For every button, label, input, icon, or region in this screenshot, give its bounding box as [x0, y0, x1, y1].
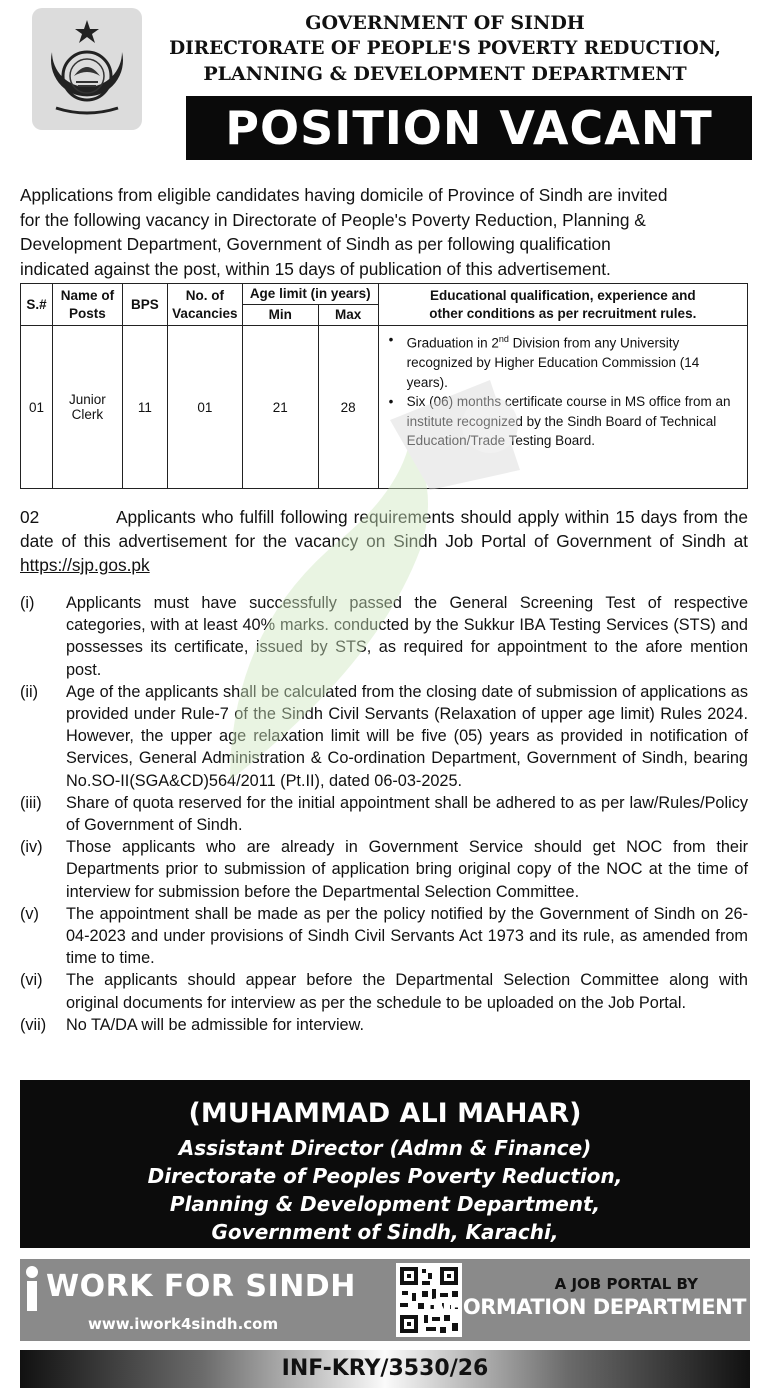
post-name-line: Junior: [69, 392, 106, 407]
header-name-line: Name of: [60, 287, 115, 303]
vacancy-table: [20, 283, 748, 489]
intro-line: indicated against the post, within 15 days of publication of this advertisement.: [20, 258, 611, 279]
header-sno: S.#: [21, 284, 53, 326]
list-item: • Six (06) months certificate course in MS office from an institute recognized by the Sindh Board of Technical Education/Trade Testing Board.: [389, 392, 741, 451]
signatory-department: Planning & Development Department,: [169, 1192, 601, 1216]
condition-text: No TA/DA will be admissible for interview.: [66, 1015, 364, 1034]
header-department-line: PLANNING & DEVELOPMENT DEPARTMENT: [203, 63, 687, 85]
qualification-text: Graduation in 2: [406, 335, 499, 351]
header-qualification: [378, 284, 747, 326]
condition-text: The appointment shall be made as per the policy notified by the Government of Sindh on 26-04-2023 and under provisions of Sindh Civil Servants Act 1973 and its rule, as amended from time to time.: [66, 904, 748, 968]
cell-vacancies: 01: [167, 326, 242, 489]
table-header-row: [21, 284, 748, 305]
header-qualification-line: other conditions as per recruitment rules.: [429, 305, 697, 321]
footer-brand: WORK FOR SINDH: [46, 1269, 356, 1304]
cell-age-max: 28: [318, 326, 378, 489]
condition-text: The applicants should appear before the Departmental Selection Committee along with original documents for interview as per the schedule to be uploaded on the Job Portal.: [66, 971, 748, 1012]
header-age-limit: Age limit (in years): [242, 284, 378, 305]
footer-banner: [20, 1259, 750, 1341]
info-i-icon: [24, 1265, 40, 1315]
intro-line: for the following vacancy in Directorate of People's Poverty Reduction, Planning &: [20, 209, 646, 230]
signatory-office: Directorate of Peoples Poverty Reduction,: [147, 1164, 623, 1188]
condition-number: (vii): [20, 1015, 47, 1034]
reference-number: INF-KRY/3530/26: [20, 1350, 750, 1388]
footer-department: INFORMATION DEPARTMENT: [424, 1295, 746, 1319]
emblem-icon: [40, 18, 134, 120]
qualification-superscript: nd: [498, 334, 509, 344]
sindh-government-emblem: [32, 8, 142, 130]
header-age-min: Min: [242, 305, 318, 326]
cell-post-name: [52, 326, 122, 489]
qualification-text: Division from any University recognized by Higher Education Commission (14 years).: [406, 335, 700, 390]
header-name-line: Posts: [69, 305, 106, 321]
paragraph-02: [20, 505, 748, 577]
intro-line: Applications from eligible candidates having domicile of Province of Sindh are invited: [20, 185, 668, 205]
condition-number: (iii): [20, 793, 42, 812]
condition-number: (i): [20, 594, 35, 612]
job-portal-link[interactable]: https://sjp.gos.pk: [20, 555, 150, 575]
header-vacancies-line: Vacancies: [172, 305, 238, 321]
condition-number: (iv): [20, 838, 43, 857]
cell-bps: 11: [122, 326, 167, 489]
condition-text: Age of the applicants shall be calculated from the closing date of submission of applications as provided under Rule-7 of the Sindh Civil Servants (Relaxation of upper age limit) Rules 2024. However, the upper age relaxation limit will be five (05) years as provided in notification of Services, General Administration & Co-ordination Department, Government of Sindh, bearing No.SO-II(SGA&CD)564/2011 (Pt.II), dated 06-03-2025.: [66, 682, 748, 790]
header-directorate-line: DIRECTORATE OF PEOPLE'S POVERTY REDUCTION,: [169, 38, 721, 59]
condition-number: (v): [20, 904, 39, 923]
condition-item: [20, 681, 748, 792]
signatory-designation: Assistant Director (Admn & Finance): [178, 1136, 592, 1160]
condition-item: [20, 836, 748, 903]
header-government-line: GOVERNMENT OF SINDH: [305, 12, 585, 34]
intro-paragraph: [20, 183, 748, 281]
header-vacancies: [167, 284, 242, 326]
condition-text: Applicants must have successfully passed the General Screening Test of respective categories, with at least 40% marks. conducted by the Sukkur IBA Testing Services (STS) and possesses its certificate, issued by STS, as required for appointment to the afore mention post.: [66, 594, 748, 679]
header-vacancies-line: No. of: [185, 287, 224, 303]
condition-item: [20, 792, 748, 836]
footer-portal-label: A JOB PORTAL BY: [554, 1275, 698, 1293]
signature-block: [20, 1080, 750, 1248]
condition-item: [20, 969, 748, 1013]
page-title: POSITION VACANT: [186, 96, 752, 160]
condition-item: [20, 903, 748, 970]
cell-qualification: [378, 326, 747, 489]
list-item: [389, 330, 741, 392]
condition-item: [20, 1014, 748, 1036]
header-qualification-line: Educational qualification, experience and: [430, 287, 696, 303]
paragraph-number: 02: [20, 507, 40, 527]
header-age-max: Max: [318, 305, 378, 326]
condition-item: [20, 592, 748, 681]
advertisement-header: [0, 0, 768, 180]
post-name-line: Clerk: [71, 407, 104, 422]
intro-line: Development Department, Government of Sindh as per following qualification: [20, 234, 611, 254]
footer-website[interactable]: www.iwork4sindh.com: [88, 1315, 279, 1333]
header-name-of-posts: [52, 284, 122, 326]
header-bps: BPS: [122, 284, 167, 326]
paragraph-text: Applicants who fulfill following requirements should apply within 15 days from the date of this advertisement for the vacancy on Sindh Job Portal of Government of Sindh at: [20, 507, 748, 551]
condition-number: (ii): [20, 682, 39, 701]
condition-text: Share of quota reserved for the initial appointment shall be adhered to as per law/Rules/Policy of Government of Sindh.: [66, 793, 748, 835]
table-row: [21, 326, 748, 489]
signatory-name: (MUHAMMAD ALI MAHAR): [188, 1098, 582, 1129]
cell-age-min: 21: [242, 326, 318, 489]
condition-number: (vi): [20, 971, 43, 990]
signatory-location: Government of Sindh, Karachi,: [211, 1220, 559, 1244]
conditions-list: [20, 592, 748, 1036]
condition-text: Those applicants who are already in Government Service should get NOC from their Departments prior to submission of application bring original copy of the NOC at the time of interview for submission before the Departmental Selection Committee.: [66, 838, 748, 901]
qualification-list: [389, 330, 741, 451]
cell-sno: 01: [21, 326, 53, 489]
